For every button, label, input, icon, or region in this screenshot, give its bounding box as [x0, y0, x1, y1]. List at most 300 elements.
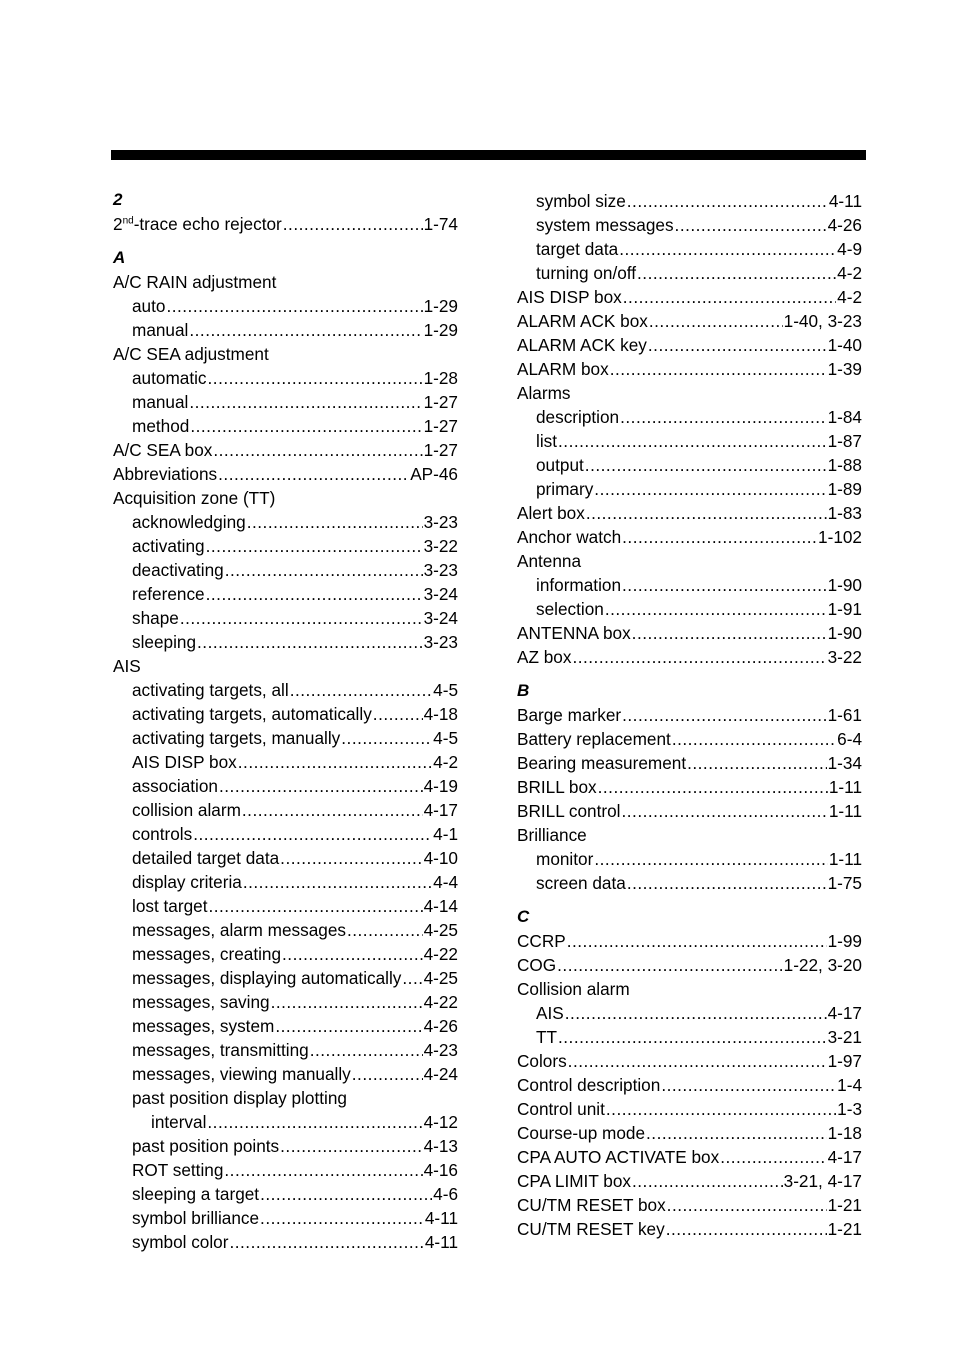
- entry-term: [132, 510, 246, 534]
- dot-leader: [283, 212, 423, 236]
- dot-leader: [637, 261, 836, 285]
- index-entry: [517, 213, 862, 237]
- entry-term: [517, 1121, 645, 1145]
- entry-term-text: COG: [517, 955, 557, 975]
- entry-term: [517, 621, 631, 645]
- dot-leader: [260, 1182, 432, 1206]
- entry-page-ref: 4-17: [827, 1147, 862, 1167]
- entry-term-text: BRILL box: [517, 777, 597, 797]
- entry-page-ref: 4-1: [433, 824, 458, 844]
- entry-term: [132, 318, 188, 342]
- entry-term-text: messages, system: [132, 1016, 275, 1036]
- entry-page-ref: 1-11: [828, 777, 862, 797]
- dot-leader: [675, 213, 827, 237]
- header-rule: [111, 150, 866, 160]
- entry-term: [113, 438, 212, 462]
- dot-leader: [622, 703, 826, 727]
- index-entry: [517, 953, 862, 977]
- entry-term: [536, 213, 674, 237]
- entry-page-ref: 1-90: [827, 575, 862, 595]
- dot-leader: [666, 1217, 827, 1241]
- index-entry: [113, 774, 458, 798]
- entry-term-text: detailed target data: [132, 848, 280, 868]
- entry-page-ref: 3-21: [827, 1027, 862, 1047]
- index-group-label: Brilliance: [517, 825, 587, 845]
- entry-page-ref: 1-102: [818, 527, 862, 547]
- dot-leader: [594, 477, 826, 501]
- dot-leader: [193, 822, 432, 846]
- dot-leader: [568, 1049, 827, 1073]
- dot-leader: [558, 1025, 827, 1049]
- section-heading: B: [517, 681, 530, 700]
- entry-term-text: acknowledging: [132, 512, 246, 532]
- entry-page-ref: 4-23: [423, 1040, 458, 1060]
- entry-term-text: activating targets, manually: [132, 728, 341, 748]
- entry-page-ref: 1-27: [423, 440, 458, 460]
- entry-term-text: monitor: [536, 849, 594, 869]
- index-group-label: Alarms: [517, 383, 571, 403]
- dot-leader: [606, 1097, 836, 1121]
- index-entry: [517, 621, 862, 645]
- entry-term-text: CU/TM RESET key: [517, 1219, 665, 1239]
- index-entry: [113, 414, 458, 438]
- entry-term-superscript: nd: [122, 215, 134, 227]
- dot-leader: [565, 1001, 827, 1025]
- entry-term-text: primary: [536, 479, 594, 499]
- index-entry: [517, 189, 862, 213]
- entry-term-text: CPA AUTO ACTIVATE box: [517, 1147, 720, 1167]
- index-entry: [517, 727, 862, 751]
- index-entry: [113, 1134, 458, 1158]
- index-entry: [113, 366, 458, 390]
- index-entry: [113, 462, 458, 486]
- entry-page-ref: 1-75: [827, 873, 862, 893]
- index-entry: [113, 726, 458, 750]
- index-entry: [517, 1169, 862, 1193]
- index-entry: [113, 822, 458, 846]
- index-entry: [517, 261, 862, 285]
- entry-page-ref: 3-21, 4-17: [783, 1171, 862, 1191]
- dot-leader: [219, 774, 423, 798]
- index-entry: [113, 942, 458, 966]
- entry-page-ref: 1-39: [827, 359, 862, 379]
- index-entry: [517, 929, 862, 953]
- dot-leader: [310, 1038, 423, 1062]
- entry-term: [132, 1134, 279, 1158]
- dot-leader: [598, 775, 828, 799]
- entry-term: [517, 1169, 631, 1193]
- entry-page-ref: 4-11: [828, 191, 862, 211]
- dot-leader: [280, 846, 422, 870]
- entry-term: [536, 573, 621, 597]
- entry-term: [132, 534, 205, 558]
- index-entry: [517, 1193, 862, 1217]
- entry-term-text: ROT setting: [132, 1160, 224, 1180]
- entry-term-text: ANTENNA box: [517, 623, 631, 643]
- entry-term-text: symbol brilliance: [132, 1208, 260, 1228]
- index-group-label: past position display plotting: [132, 1088, 347, 1108]
- entry-term: [132, 990, 270, 1014]
- dot-leader: [373, 702, 423, 726]
- entry-page-ref: 4-24: [423, 1064, 458, 1084]
- section-heading: C: [517, 907, 530, 926]
- index-entry: [517, 1049, 862, 1073]
- entry-term-text: list: [536, 431, 558, 451]
- entry-term: [132, 822, 192, 846]
- index-group-label: AIS: [113, 656, 141, 676]
- entry-term: [517, 1193, 666, 1217]
- entry-term: [132, 582, 205, 606]
- index-group-label: Acquisition zone (TT): [113, 488, 276, 508]
- dot-leader: [290, 678, 432, 702]
- entry-term: [132, 1038, 309, 1062]
- index-entry: [113, 534, 458, 558]
- entry-term-text: -trace echo rejector: [133, 214, 282, 234]
- index-entry: [517, 237, 862, 261]
- entry-term: [132, 774, 218, 798]
- entry-term-text: automatic: [132, 368, 207, 388]
- entry-term: [536, 1025, 557, 1049]
- entry-term-text: AIS: [536, 1003, 564, 1023]
- entry-term-text: method: [132, 416, 190, 436]
- index-group-label: Antenna: [517, 551, 582, 571]
- index-entry: [517, 285, 862, 309]
- entry-term: [132, 414, 189, 438]
- entry-page-ref: 3-24: [423, 608, 458, 628]
- index-entry: [517, 1073, 862, 1097]
- entry-term-text: AIS DISP box: [132, 752, 237, 772]
- dot-leader: [610, 357, 827, 381]
- entry-term-text: auto: [132, 296, 166, 316]
- entry-term: [132, 966, 401, 990]
- index-entry: [113, 1014, 458, 1038]
- index-entry: [517, 847, 862, 871]
- entry-page-ref: 4-5: [433, 728, 458, 748]
- entry-page-ref: 3-23: [423, 560, 458, 580]
- entry-term-text: sleeping: [132, 632, 197, 652]
- entry-term: [132, 1062, 351, 1086]
- entry-term-text: TT: [536, 1027, 557, 1047]
- entry-term-text: Colors: [517, 1051, 567, 1071]
- index-entry: [113, 1062, 458, 1086]
- index-entry: [517, 1097, 862, 1121]
- index-entry: [113, 582, 458, 606]
- entry-term: [132, 294, 165, 318]
- entry-term-text: messages, saving: [132, 992, 270, 1012]
- dot-leader: [605, 597, 827, 621]
- entry-term: [132, 678, 289, 702]
- dot-leader: [649, 309, 783, 333]
- index-entry: [517, 429, 862, 453]
- dot-leader: [224, 1158, 422, 1182]
- dot-leader: [622, 573, 827, 597]
- entry-term: [517, 1097, 605, 1121]
- dot-leader: [585, 453, 827, 477]
- dot-leader: [208, 366, 423, 390]
- dot-leader: [672, 727, 836, 751]
- entry-term-text: Course-up mode: [517, 1123, 646, 1143]
- entry-term-text: manual: [132, 392, 189, 412]
- dot-leader: [622, 525, 817, 549]
- index-entry: [113, 438, 458, 462]
- entry-page-ref: 1-18: [827, 1123, 862, 1143]
- dot-leader: [280, 1134, 422, 1158]
- dot-leader: [213, 438, 422, 462]
- entry-term: [132, 1182, 259, 1206]
- dot-leader: [632, 621, 827, 645]
- dot-leader: [661, 1073, 836, 1097]
- index-entry: [113, 894, 458, 918]
- index-entry: [517, 333, 862, 357]
- entry-term-text: ALARM ACK box: [517, 311, 648, 331]
- entry-term-text: symbol size: [536, 191, 626, 211]
- entry-term: [132, 390, 188, 414]
- dot-leader: [243, 870, 432, 894]
- dot-leader: [190, 414, 422, 438]
- entry-page-ref: 4-17: [423, 800, 458, 820]
- dot-leader: [225, 558, 423, 582]
- entry-term-text: Control description: [517, 1075, 661, 1095]
- entry-term-text: description: [536, 407, 620, 427]
- index-group-label: A/C RAIN adjustment: [113, 272, 277, 292]
- entry-page-ref: 1-27: [423, 416, 458, 436]
- entry-term: [113, 212, 282, 236]
- index-entry: [113, 846, 458, 870]
- entry-page-ref: 1-29: [423, 320, 458, 340]
- entry-term: [536, 1001, 564, 1025]
- entry-term-text: lost target: [132, 896, 208, 916]
- index-entry: [113, 1158, 458, 1182]
- entry-term: [517, 703, 621, 727]
- index-group-label: A/C SEA adjustment: [113, 344, 269, 364]
- index-group-label: Collision alarm: [517, 979, 630, 999]
- entry-page-ref: 1-91: [827, 599, 862, 619]
- entry-term: [517, 645, 571, 669]
- dot-leader: [352, 1062, 423, 1086]
- entry-page-ref: 1-90: [827, 623, 862, 643]
- entry-page-ref: 1-88: [827, 455, 862, 475]
- entry-page-ref: 4-12: [423, 1112, 458, 1132]
- dot-leader: [206, 582, 423, 606]
- entry-term: [517, 727, 671, 751]
- entry-term: [517, 953, 556, 977]
- entry-term: [132, 1014, 274, 1038]
- entry-term-text: controls: [132, 824, 193, 844]
- entry-page-ref: 1-40, 3-23: [783, 311, 862, 331]
- entry-term-text: CCRP: [517, 931, 566, 951]
- entry-page-ref: 4-26: [423, 1016, 458, 1036]
- entry-term-text: collision alarm: [132, 800, 241, 820]
- entry-page-ref: 1-21: [827, 1219, 862, 1239]
- entry-term-text: CU/TM RESET box: [517, 1195, 666, 1215]
- entry-page-ref: 1-11: [828, 849, 862, 869]
- dot-leader: [619, 237, 836, 261]
- entry-term-text: AZ box: [517, 647, 572, 667]
- entry-page-ref: 1-4: [837, 1075, 862, 1095]
- index-entry: [113, 1182, 458, 1206]
- entry-term: [517, 1145, 719, 1169]
- dot-leader: [646, 1121, 827, 1145]
- entry-page-ref: 1-97: [827, 1051, 862, 1071]
- entry-page-ref: 1-83: [827, 503, 862, 523]
- entry-page-ref: 4-17: [827, 1003, 862, 1023]
- entry-term: [517, 525, 621, 549]
- entry-term: [132, 630, 196, 654]
- entry-page-ref: 4-19: [423, 776, 458, 796]
- entry-page-ref: 4-18: [423, 704, 458, 724]
- dot-leader: [572, 645, 826, 669]
- entry-term-text: messages, transmitting: [132, 1040, 309, 1060]
- index-entry: [517, 1001, 862, 1025]
- entry-term-text: association: [132, 776, 218, 796]
- index-entry: [113, 294, 458, 318]
- entry-page-ref: 1-40: [827, 335, 862, 355]
- entry-term-text: activating targets, all: [132, 680, 289, 700]
- entry-page-ref: 1-89: [827, 479, 862, 499]
- section-heading: 2: [113, 190, 123, 209]
- entry-term: [132, 558, 224, 582]
- dot-leader: [218, 462, 409, 486]
- index-entry: [113, 1206, 458, 1230]
- entry-term: [151, 1110, 206, 1134]
- index-entry: [517, 871, 862, 895]
- dot-leader: [208, 894, 422, 918]
- entry-term: [132, 894, 207, 918]
- index-entry: [113, 870, 458, 894]
- entry-term-text: CPA LIMIT box: [517, 1171, 631, 1191]
- entry-term-text: activating: [132, 536, 205, 556]
- entry-term: [517, 357, 609, 381]
- entry-term: [536, 261, 636, 285]
- index-entry: [517, 799, 862, 823]
- index-entry: [517, 1121, 862, 1145]
- entry-page-ref: 3-23: [423, 632, 458, 652]
- entry-page-ref: 4-25: [423, 968, 458, 988]
- entry-page-ref: 4-10: [423, 848, 458, 868]
- entry-term: [517, 501, 585, 525]
- entry-page-ref: 4-25: [423, 920, 458, 940]
- entry-page-ref: 4-11: [424, 1232, 458, 1252]
- entry-term-text: information: [536, 575, 622, 595]
- dot-leader: [207, 1110, 422, 1134]
- entry-term: [536, 477, 593, 501]
- entry-term: [536, 429, 557, 453]
- dot-leader: [229, 1230, 423, 1254]
- entry-term-text: Bearing measurement: [517, 753, 687, 773]
- entry-page-ref: 1-3: [837, 1099, 862, 1119]
- index-entry: [113, 1038, 458, 1062]
- entry-term-text: shape: [132, 608, 179, 628]
- entry-term: [132, 1158, 223, 1182]
- entry-term: [536, 871, 626, 895]
- entry-term-text: messages, viewing manually: [132, 1064, 351, 1084]
- index-column-right: [517, 189, 862, 1241]
- entry-term: [132, 750, 237, 774]
- index-entry: [517, 405, 862, 429]
- entry-term: [132, 366, 207, 390]
- index-entry: [113, 918, 458, 942]
- entry-page-ref: AP-46: [410, 464, 458, 484]
- index-entry: [113, 1230, 458, 1254]
- index-entry: [517, 1145, 862, 1169]
- entry-term: [517, 799, 621, 823]
- entry-page-ref: 4-11: [424, 1208, 458, 1228]
- entry-term-text: deactivating: [132, 560, 224, 580]
- entry-term-text: sleeping a target: [132, 1184, 260, 1204]
- entry-page-ref: 4-6: [433, 1184, 458, 1204]
- entry-term: [517, 333, 647, 357]
- dot-leader: [180, 606, 423, 630]
- entry-term-text: display criteria: [132, 872, 242, 892]
- entry-term: [536, 405, 619, 429]
- entry-term: [536, 189, 626, 213]
- entry-term-text: target data: [536, 239, 619, 259]
- index-entry: [113, 1110, 458, 1134]
- entry-term: [132, 702, 372, 726]
- index-entry: [517, 597, 862, 621]
- dot-leader: [557, 953, 782, 977]
- entry-term-text: activating targets, automatically: [132, 704, 372, 724]
- entry-page-ref: 1-34: [827, 753, 862, 773]
- index-entry: [517, 309, 862, 333]
- dot-leader: [166, 294, 422, 318]
- index-entry: [517, 501, 862, 525]
- section-spacer: [113, 236, 458, 246]
- entry-page-ref: 3-22: [423, 536, 458, 556]
- entry-term-text: A/C SEA box: [113, 440, 213, 460]
- entry-term: [517, 1049, 567, 1073]
- entry-term: [132, 606, 179, 630]
- index-entry: [113, 510, 458, 534]
- index-column-left: [113, 188, 458, 1254]
- dot-leader: [260, 1206, 424, 1230]
- entry-term-text: Alert box: [517, 503, 585, 523]
- entry-term: [132, 942, 281, 966]
- entry-term-text: ALARM box: [517, 359, 609, 379]
- dot-leader: [687, 751, 826, 775]
- entry-term: [517, 309, 648, 333]
- entry-term-text: reference: [132, 584, 205, 604]
- dot-leader: [341, 726, 432, 750]
- entry-page-ref: 4-2: [433, 752, 458, 772]
- entry-page-ref: 1-84: [827, 407, 862, 427]
- dot-leader: [627, 189, 828, 213]
- entry-term-text: system messages: [536, 215, 674, 235]
- index-entry: [517, 525, 862, 549]
- entry-page-ref: 1-27: [423, 392, 458, 412]
- dot-leader: [347, 918, 423, 942]
- entry-term: [132, 798, 241, 822]
- entry-term: [536, 237, 618, 261]
- entry-term-text: turning on/off: [536, 263, 637, 283]
- index-entry: [517, 703, 862, 727]
- index-entry: [517, 1025, 862, 1049]
- entry-page-ref: 1-99: [827, 931, 862, 951]
- entry-page-ref: 1-61: [827, 705, 862, 725]
- entry-page-ref: 4-9: [837, 239, 862, 259]
- section-spacer: [517, 895, 862, 905]
- index-entry: [517, 775, 862, 799]
- entry-page-ref: 4-4: [433, 872, 458, 892]
- entry-term: [113, 462, 217, 486]
- entry-term-text: symbol color: [132, 1232, 229, 1252]
- index-entry: [113, 318, 458, 342]
- entry-term-text: Battery replacement: [517, 729, 671, 749]
- dot-leader: [648, 333, 827, 357]
- entry-page-ref: 4-14: [423, 896, 458, 916]
- index-entry: [113, 966, 458, 990]
- entry-term: [517, 929, 566, 953]
